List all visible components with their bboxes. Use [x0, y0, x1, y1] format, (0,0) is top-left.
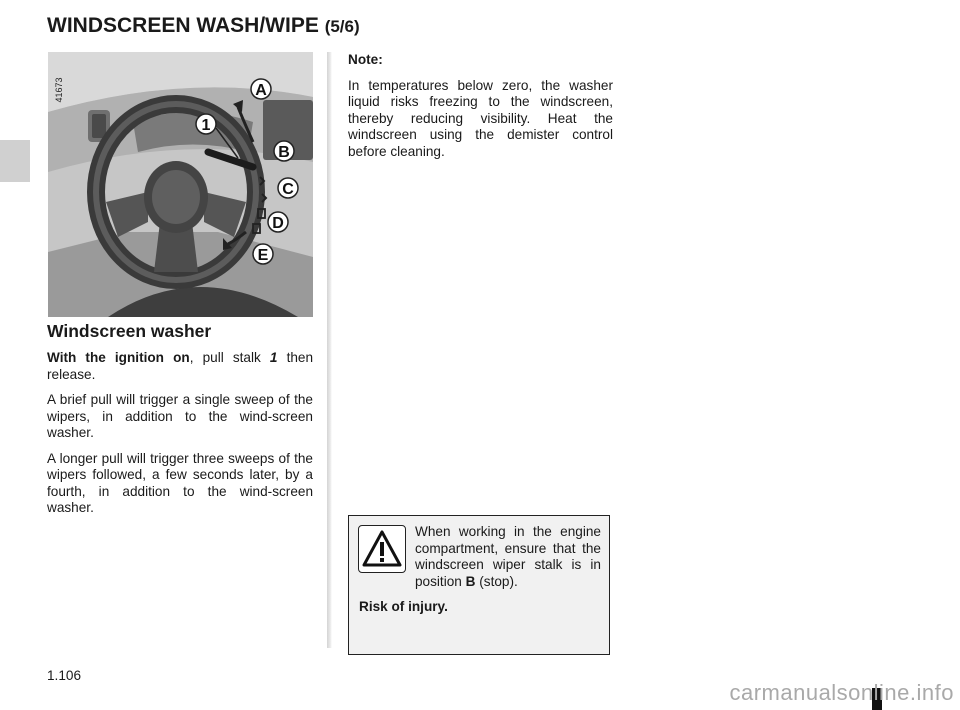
illustration-svg: [48, 52, 313, 317]
paragraph-3: A longer pull will trigger three sweeps of the wipers followed, a few seconds later, by a fourth, in addition to the wind-screen washer.: [47, 450, 313, 515]
steering-wheel-illustration: [48, 52, 313, 317]
warning-position: B: [465, 573, 476, 589]
page-title: [47, 14, 360, 38]
paragraph-1: [47, 350, 313, 383]
p1-part-b: then release.: [47, 350, 314, 382]
section-heading: Windscreen washer: [47, 321, 212, 341]
warning-box: [348, 515, 610, 655]
label-d: D: [272, 215, 284, 232]
label-a: A: [255, 82, 267, 99]
label-b: B: [278, 144, 290, 161]
warning-text: [415, 524, 601, 590]
watermark: carmanualsonline.info: [729, 680, 954, 705]
ignition-on-emphasis: With the ignition on: [47, 350, 190, 365]
note-text: In temperatures below zero, the washer liquid risks freezing to the windscreen, thereby reducing visibility. Heat the windscreen using the demister control before cleaning.: [348, 77, 613, 159]
note-column: [348, 52, 613, 169]
chapter-tab: [0, 140, 30, 182]
figure-ref: 41673: [54, 77, 64, 103]
label-e: E: [257, 247, 269, 264]
warning-text-a: When working in the engine compartment, ensure that the windscreen wiper stalk is in position: [415, 524, 601, 589]
stalk-reference: 1: [269, 350, 278, 365]
paragraph-2: A brief pull will trigger a single sweep of the wipers, in addition to the wind-screen washer.: [47, 392, 313, 440]
warning-text-b: (stop).: [475, 573, 518, 589]
title-text: WINDSCREEN WASH/WIPE: [47, 14, 319, 37]
column-divider: [327, 52, 332, 648]
page-number: 1.106: [47, 668, 82, 683]
label-1: 1: [201, 117, 211, 134]
note-heading: Note:: [348, 52, 383, 67]
risk-of-injury: Risk of injury.: [359, 599, 448, 614]
p1-part-a: , pull stalk: [189, 350, 270, 365]
label-c: C: [282, 181, 294, 198]
left-column: [47, 350, 313, 526]
title-subtitle: (5/6): [324, 17, 360, 36]
warning-triangle-icon: [358, 525, 406, 573]
